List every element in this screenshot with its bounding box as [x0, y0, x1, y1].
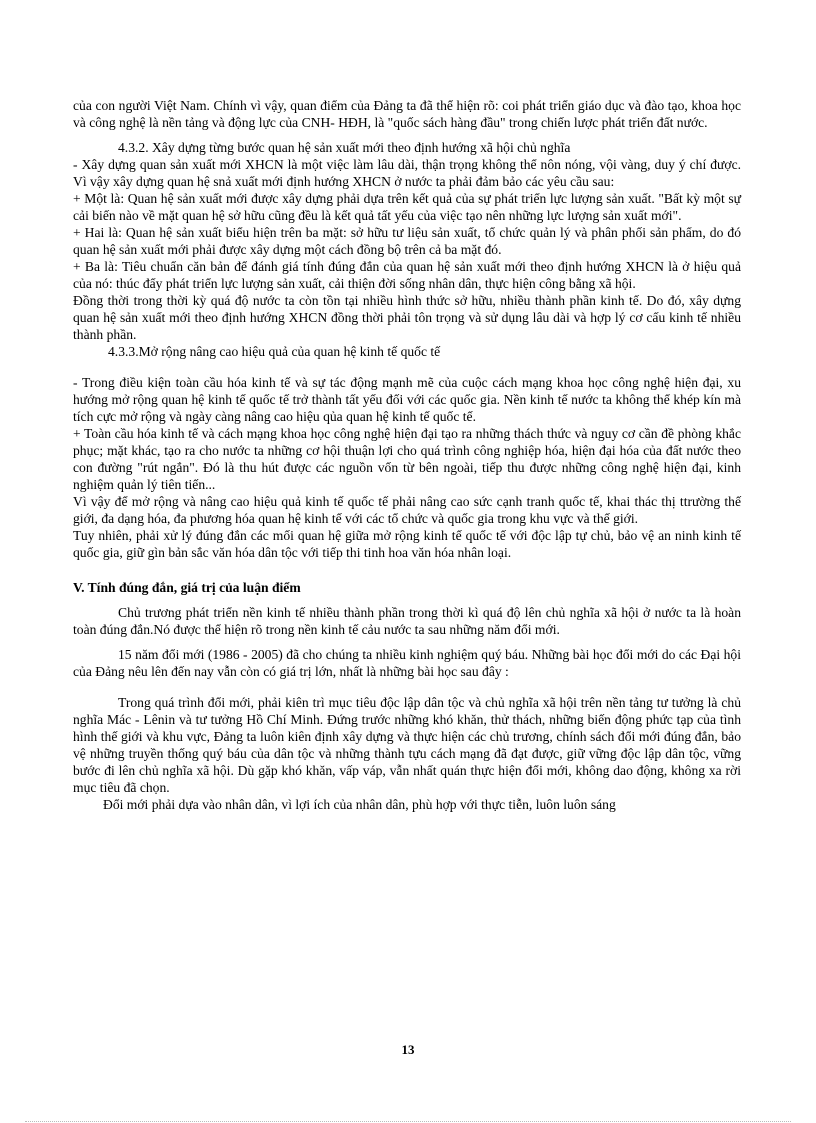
- page-bottom-divider: [25, 1121, 791, 1122]
- paragraph: Chủ trương phát triển nền kinh tế nhiều thành phần trong thời kì quá độ lên chủ nghĩa xã hội ở nước ta là hoàn toàn đúng đắn.Nó được thể hiện rõ trong nền kinh tế cảu nước ta sau những năm đổi mới.: [73, 605, 741, 637]
- subsection-heading-4-3-3: 4.3.3.Mở rộng nâng cao hiệu quả của quan hệ kinh tế quốc tế: [108, 344, 441, 359]
- document-body: [73, 97, 741, 813]
- paragraph: Đổi mới phải dựa vào nhân dân, vì lợi ích của nhân dân, phù hợp với thực tiễn, luôn luôn sáng: [103, 797, 616, 812]
- paragraph: - Trong điều kiện toàn cầu hóa kinh tế và sự tác động mạnh mẽ của cuộc cách mạng khoa học công nghệ hiện đại, xu hướng mở rộng quan hệ kinh tế quốc tế trở thành tất yếu đối với các quốc gia. Nền kinh tế nước ta không thể khép kín mà tích cực mở rộng và ngày càng nâng cao hiệu qủa quan hệ kinh tế quốc tế.: [73, 375, 741, 424]
- paragraph: + Toàn cầu hóa kinh tế và cách mạng khoa học công nghệ hiện đại tạo ra những thách thức và nguy cơ cần đề phòng khắc phục; mặt khác, tạo ra cho nước ta những cơ hội thuận lợi cho quá trình công nghiệp hóa, hiện đại hóa của đất nước theo con đường "rút ngắn". Đó là thu hút được các nguồn vốn từ bên ngoài, tiếp thu được những công nghệ hiện đại, kinh nghiệm quản lý tiên tiến...: [73, 426, 741, 492]
- paragraph: + Ba là: Tiêu chuẩn căn bản để đánh giá tính đúng đắn của quan hệ sản xuất mới theo định hướng XHCN là ở hiệu quả của nó: thúc đẩy phát triển lực lượng sản xuất, cải thiện đời sống nhân dân, thực hiện công bằng xã hội.: [73, 259, 741, 291]
- section-title-v: V. Tính đúng đắn, giá trị của luận điểm: [73, 580, 301, 595]
- page-number: 13: [401, 1042, 415, 1057]
- paragraph: Đồng thời trong thời kỳ quá độ nước ta còn tồn tại nhiều hình thức sở hữu, nhiều thành phần kinh tế. Do đó, xây dựng quan hệ sản xuất mới theo định hướng XHCN đồng thời phải tôn trọng và sử dụng lâu dài và hợp lý cơ cấu kinh tế nhiều thành phần.: [73, 293, 741, 342]
- paragraph: Vì vậy để mở rộng và nâng cao hiệu quả kinh tế quốc tế phải nâng cao sức cạnh tranh quốc tế, khai thác thị ttrường thế giới, đa dạng hóa, đa phương hóa quan hệ kinh tế với các tổ chức và quốc gia trong khu vực và thế giới.: [73, 494, 741, 526]
- subsection-heading-4-3-2: 4.3.2. Xây dựng từng bước quan hệ sản xuất mới theo định hướng xã hội chủ nghĩa: [118, 140, 571, 155]
- paragraph: của con người Việt Nam. Chính vì vậy, quan điểm của Đảng ta đã thể hiện rõ: coi phát triển giáo dục và đào tạo, khoa học và công nghệ là nền tảng và động lực của CNH- HĐH, là "quốc sách hàng đầu" trong chiến lược phát triển đất nước.: [73, 98, 741, 130]
- paragraph: Trong quá trình đổi mới, phải kiên trì mục tiêu độc lập dân tộc và chủ nghĩa xã hội trên nền tảng tư tưởng là chủ nghĩa Mác - Lênin và tư tưởng Hồ Chí Minh. Đứng trước những khó khăn, thử thách, những biến động phức tạp của tình hình thế giới và khu vực, Đảng ta luôn kiên định xây dựng và thực hiện các chủ trương, chính sách đổi mới đúng đắn, bảo vệ những truyền thống quý báu của dân tộc và những thành tựu cách mạng đã đạt được, giữ vững độc lập dân tộc, vững bước đi lên chủ nghĩa xã hội. Dù gặp khó khăn, vấp váp, vẫn nhất quán thực hiện đổi mới, không dao động, không xa rời mục tiêu đã chọn.: [73, 695, 741, 795]
- paragraph: + Một là: Quan hệ sản xuất mới được xây dựng phải dựa trên kết quả của sự phát triển lực lượng sản xuất. "Bất kỳ một sự cải biến nào về mặt quan hệ sở hữu cũng đều là kết quả tất yếu của việc tạo nên những lực lượng sản xuất mới".: [73, 191, 741, 223]
- paragraph: + Hai là: Quan hệ sản xuất biểu hiện trên ba mặt: sở hữu tư liệu sản xuất, tổ chức quản lý và phân phối sản phẩm, do đó quan hệ sản xuất mới phải được xây dựng một cách đồng bộ trên cả ba mặt đó.: [73, 225, 741, 257]
- paragraph: - Xây dựng quan sản xuất mới XHCN là một việc làm lâu dài, thận trọng không thể nôn nóng, vội vàng, duy ý chí được. Vì vậy xây dựng quan hệ snả xuất mới định hướng XHCN ở nước ta phải đảm bảo các yêu cầu sau:: [73, 157, 741, 189]
- paragraph: 15 năm đổi mới (1986 - 2005) đã cho chúng ta nhiều kinh nghiệm quý báu. Những bài học đổi mới do các Đại hội của Đảng nêu lên đến nay vẫn còn có giá trị lớn, nhất là những bài học sau đây :: [73, 647, 741, 679]
- paragraph: Tuy nhiên, phải xử lý đúng đắn các mối quan hệ giữa mở rộng kinh tế quốc tế với độc lập tự chủ, bảo vệ an ninh kinh tế quốc gia, giữ gìn bản sắc văn hóa dân tộc với tiếp thi tinh hoa văn hóa nhân loại.: [73, 528, 741, 560]
